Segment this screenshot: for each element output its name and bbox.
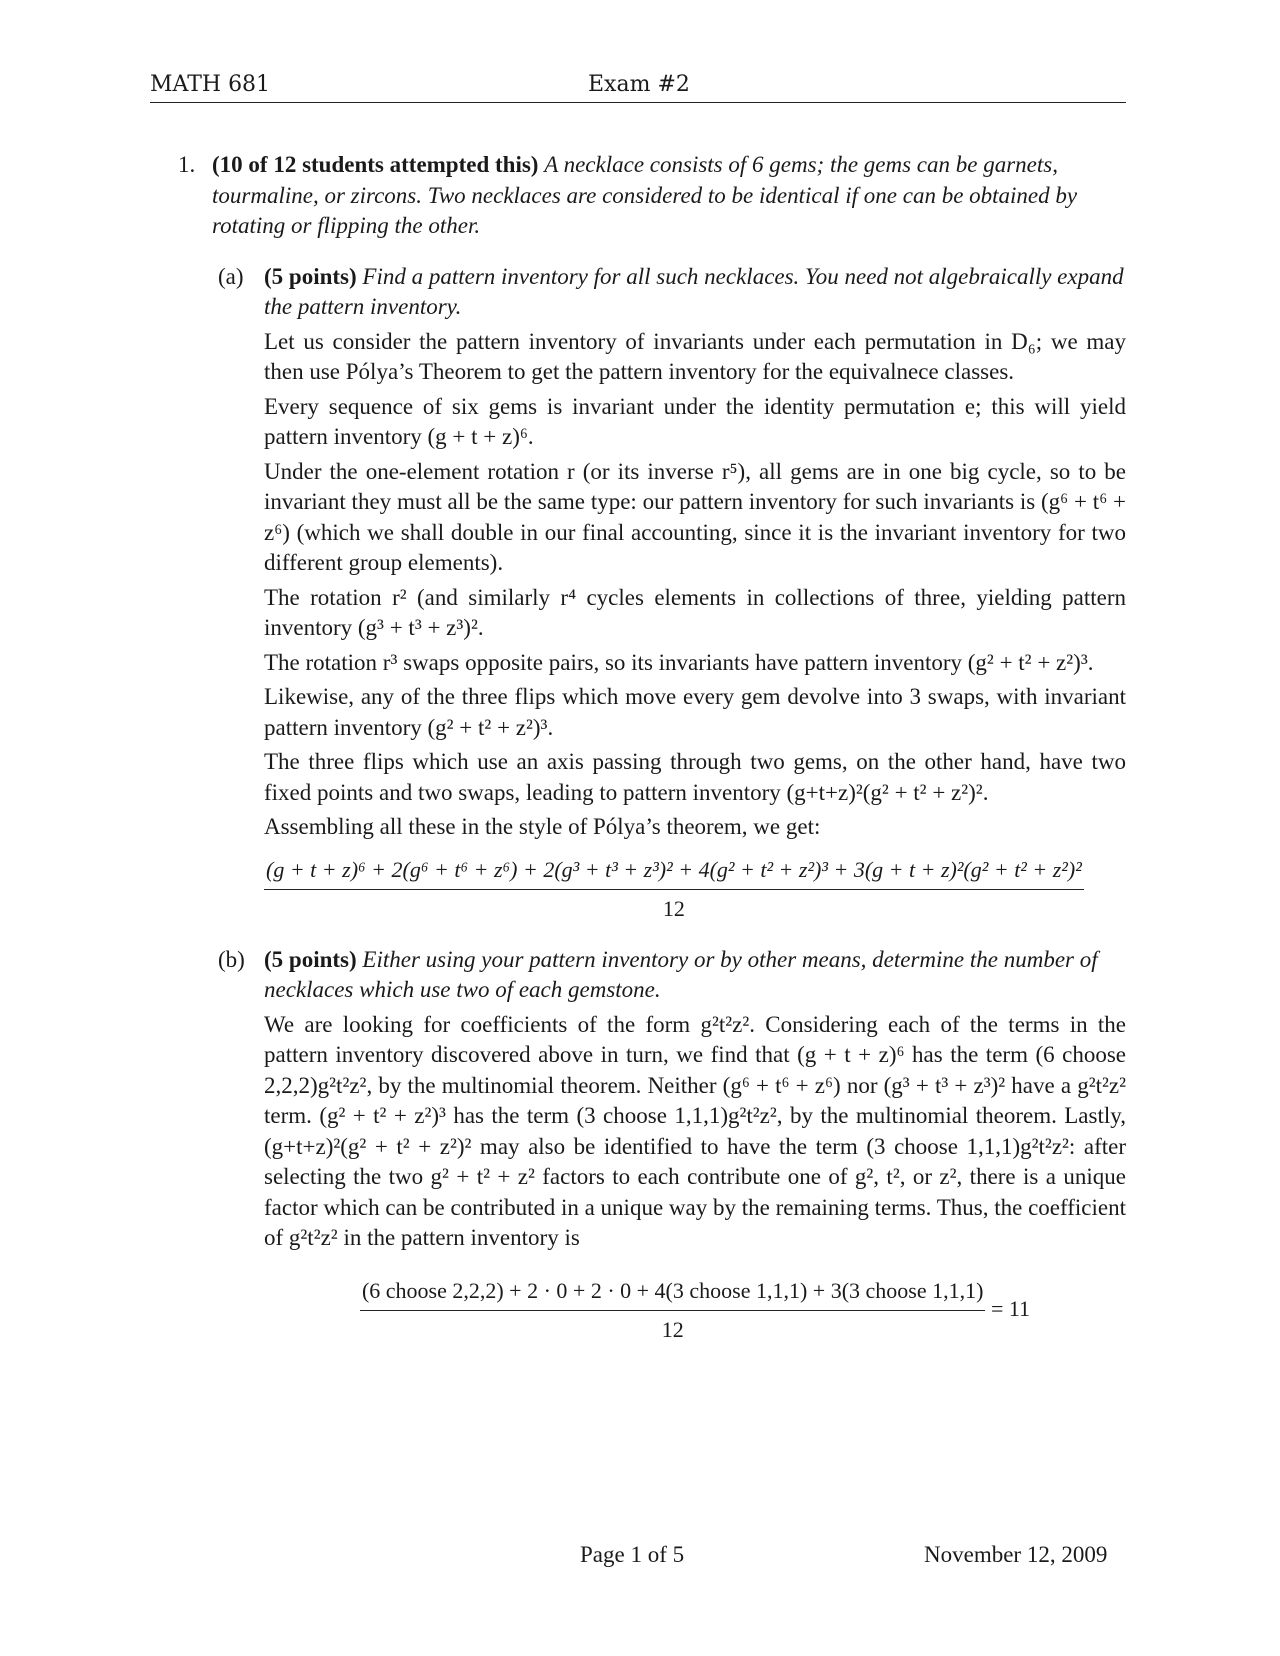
attempt-note: (10 of 12 students attempted this)	[212, 152, 539, 177]
part-a-paragraph: Likewise, any of the three flips which move every gem devolve into 3 swaps, with invariant pattern inventory (g² + t² + z²)³.	[264, 684, 1126, 740]
coefficient-denominator: 12	[661, 1317, 684, 1342]
part-a-paragraph: Assembling all these in the style of Pólya’s theorem, we get:	[264, 814, 821, 839]
coefficient-formula	[264, 1276, 1126, 1346]
part-a-paragraph: Under the one-element rotation r (or its inverse r⁵), all gems are in one big cycle, so to be invariant they must all be the same type: our pattern inventory for such invariants is (g⁶ + t⁶ + z⁶) (which we shall double in our final accounting, since it is the invariant inventory for two different group elements).	[264, 458, 1126, 575]
part-a-points: (5 points)	[264, 263, 357, 289]
problem-statement	[212, 150, 1126, 242]
part-a-paragraph: Every sequence of six gems is invariant under the identity permutation e; this will yield pattern inventory (g + t + z)⁶.	[264, 393, 1126, 449]
part-a-question-text: Find a pattern inventory for all such necklaces. You need not algebraically expand the pattern inventory.	[264, 263, 1124, 319]
part-a-label: (a)	[218, 263, 244, 289]
part-b-question-text: Either using your pattern inventory or by other means, determine the number of necklaces which use two of each gemstone.	[264, 946, 1098, 1002]
exam-content	[150, 150, 1126, 1360]
formula-numerator: (g + t + z)⁶ + 2(g⁶ + t⁶ + z⁶) + 2(g³ + t³ + z³)² + 4(g² + t² + z²)³ + 3(g + t + z)²(g² + t² + z²)²	[264, 855, 1084, 891]
part-a-paragraph: The rotation r³ swaps opposite pairs, so its invariants have pattern inventory (g² + t² + z²)³.	[264, 649, 1094, 675]
part-a	[212, 262, 1126, 925]
formula-fraction	[264, 855, 1084, 925]
formula-denominator: 12	[662, 896, 685, 921]
coefficient-result: = 11	[990, 1295, 1031, 1321]
part-a-paragraph: The rotation r² (and similarly r⁴ cycles elements in collections of three, yielding pattern inventory (g³ + t³ + z³)².	[264, 584, 1126, 640]
page-header	[150, 70, 1126, 103]
part-b-paragraph: We are looking for coefficients of the form g²t²z². Considering each of the terms in the pattern inventory discovered above in turn, we find that (g + t + z)⁶ has the term (6 choose 2,2,2)g²t²z², by the multinomial theorem. Neither (g⁶ + t⁶ + z⁶) nor (g³ + t³ + z³)² have a g²t²z² term. (g² + t² + z²)³ has the term (3 choose 1,1,1)g²t²z², by the multinomial theorem. Lastly, (g+t+z)²(g² + t² + z²)² may also be identified to have the term (3 choose 1,1,1)g²t²z²: after selecting the two g² + t² + z² factors to each contribute one of g², t², or z², there is a unique factor which can be contributed in a unique way by the remaining terms. Thus, the coefficient of g²t²z² in the pattern inventory is	[264, 1011, 1127, 1250]
part-a-question	[264, 262, 1126, 323]
part-b-label: (b)	[218, 946, 245, 972]
part-a-paragraph: Let us consider the pattern inventory of invariants under each permutation in D₆; we may then use Pólya’s Theorem to get the pattern inventory for the equivalnece classes.	[264, 328, 1126, 384]
coefficient-fraction	[360, 1276, 986, 1346]
pattern-inventory-formula	[264, 855, 1126, 925]
page-number: Page 1 of 5	[580, 1542, 685, 1567]
course-title: MATH 681	[150, 72, 271, 97]
problem-1	[150, 150, 1126, 1346]
part-b-points: (5 points)	[264, 946, 357, 972]
exam-title: Exam #2	[588, 72, 690, 97]
problem-number: 1.	[178, 152, 196, 177]
part-b-question	[264, 945, 1126, 1006]
exam-date: November 12, 2009	[924, 1542, 1108, 1567]
problem-text: A necklace consists of 6 gems; the gems can be garnets, tourmaline, or zircons. Two necklaces are considered to be identical if one can be obtained by rotating or flipping the other.	[212, 152, 1078, 238]
part-b	[212, 945, 1126, 1346]
part-a-paragraph: The three flips which use an axis passing through two gems, on the other hand, have two fixed points and two swaps, leading to pattern inventory (g+t+z)²(g² + t² + z²)².	[264, 749, 1126, 805]
coefficient-numerator: (6 choose 2,2,2) + 2 · 0 + 2 · 0 + 4(3 choose 1,1,1) + 3(3 choose 1,1,1)	[360, 1276, 986, 1312]
